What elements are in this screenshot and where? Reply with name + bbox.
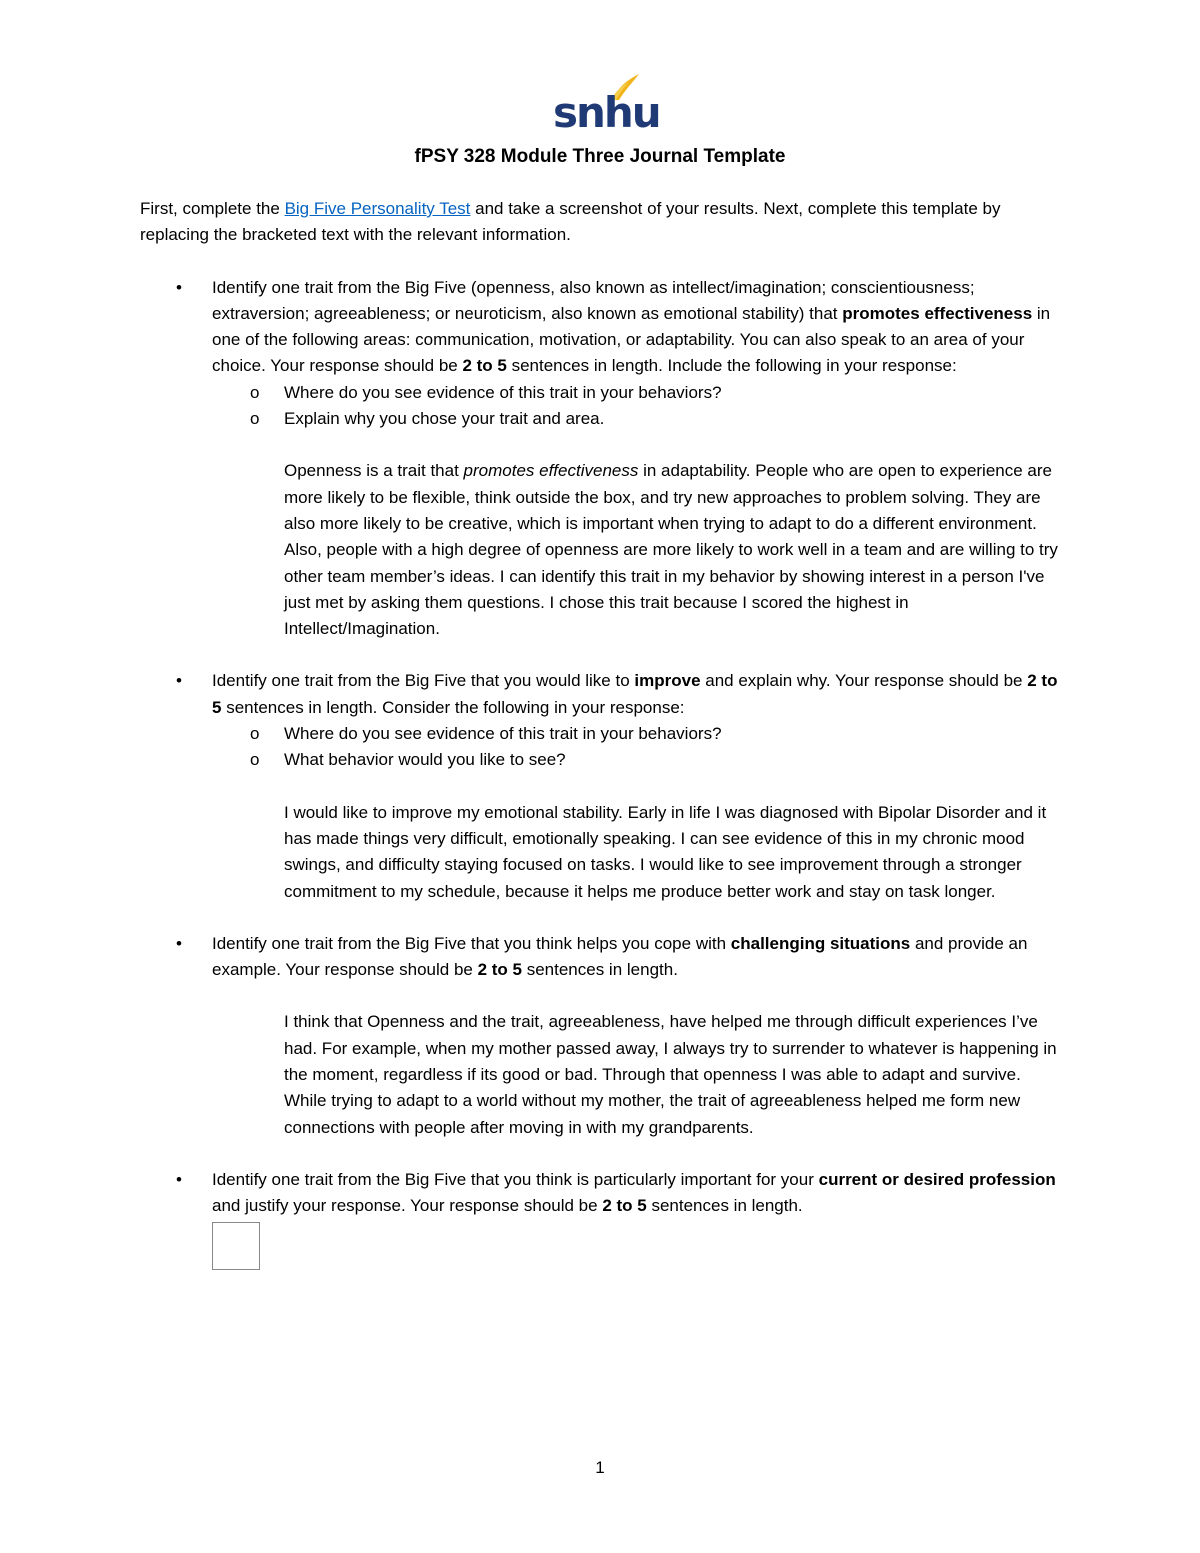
- snhu-logo: [553, 72, 660, 137]
- sub-item: [140, 406, 1060, 432]
- question-emphasis: 2 to 5: [477, 960, 522, 980]
- question-2: [140, 668, 1060, 721]
- question-text: sentences in length.: [521, 960, 678, 980]
- answer-2: I would like to improve my emotional stability. Early in life I was diagnosed with Bipolar Disorder and it has made things very difficult, emotionally speaking. I can see evidence of this in my chronic mood swings, and difficulty staying focused on tasks. I would like to see improvement through a stronger commitment to my schedule, because it helps me produce better work and stay on task longer.: [284, 802, 1047, 901]
- question-text: and provide an example. Your response should be: [212, 933, 1028, 980]
- answer-1: [140, 458, 1060, 642]
- question-emphasis: 2 to 5: [462, 356, 507, 376]
- question-emphasis: 2 to 5: [602, 1196, 647, 1216]
- question-text: and justify your response. Your response should be: [212, 1196, 603, 1216]
- question-3: [140, 931, 1060, 984]
- question-text: Identify one trait from the Big Five (openness, also known as intellect/imagination; conscientiousness; extraversion; agreeableness; or neuroticism, also known as emotional stability) that: [212, 277, 975, 323]
- intro-text-continued: and take a screenshot of your results. Next, complete this template by replacing the bracketed text with the relevant information.: [140, 199, 1001, 245]
- page-number: 1: [595, 1458, 605, 1477]
- intro-text: First, complete the: [140, 199, 285, 218]
- sub-item: [140, 747, 1060, 773]
- sub-bullet-icon: o: [250, 724, 260, 744]
- document-body: [140, 196, 1060, 1270]
- answer-emphasis: promotes effectiveness: [463, 461, 639, 481]
- question-text: in one of the following areas: communication, motivation, or adaptability. You can also speak to an area of your choice. Your response should be: [212, 303, 1051, 376]
- question-text: sentences in length.: [646, 1196, 803, 1216]
- sub-item: [140, 721, 1060, 747]
- sub-item: [140, 380, 1060, 406]
- sub-bullet-icon: o: [250, 750, 260, 770]
- logo-wordmark: snhu: [553, 88, 660, 137]
- sub-bullet-icon: o: [250, 409, 260, 429]
- question-text: Identify one trait from the Big Five that you think helps you cope with: [212, 933, 731, 953]
- question-emphasis: improve: [634, 671, 701, 691]
- question-4: [140, 1167, 1060, 1220]
- answer-input-box[interactable]: [212, 1222, 260, 1270]
- sub-item-text: Where do you see evidence of this trait in your behaviors?: [284, 724, 722, 744]
- answer-3: I think that Openness and the trait, agreeableness, have helped me through difficult experiences I’ve had. For example, when my mother passed away, I always try to surrender to whatever is happening in the moment, regardless if its good or bad. Through that openness I was able to adapt and survive. While trying to adapt to a world without my mother, the trait of agreeableness helped me form new connections with people after moving in with my grandparents.: [284, 1012, 1057, 1137]
- bullet-icon: •: [176, 671, 182, 691]
- sub-item-text: Where do you see evidence of this trait in your behaviors?: [284, 382, 722, 402]
- sub-item-text: Explain why you chose your trait and area.: [284, 409, 605, 429]
- question-emphasis: 2 to 5: [212, 671, 1058, 717]
- question-text: Identify one trait from the Big Five that you think is particularly important for your: [212, 1169, 819, 1189]
- big-five-test-link[interactable]: Big Five Personality Test: [284, 199, 471, 218]
- question-text: sentences in length. Include the following in your response:: [506, 356, 957, 376]
- question-text: sentences in length. Consider the following in your response:: [221, 697, 685, 717]
- bullet-icon: •: [176, 1169, 182, 1189]
- question-emphasis: challenging situations: [730, 933, 911, 953]
- answer-text: Openness is a trait that: [284, 461, 464, 481]
- intro-paragraph: [140, 196, 1060, 249]
- question-emphasis: promotes effectiveness: [842, 303, 1033, 323]
- question-emphasis: current or desired profession: [818, 1169, 1056, 1189]
- bullet-icon: •: [176, 933, 182, 953]
- sub-bullet-icon: o: [250, 382, 260, 402]
- answer-text: in adaptability. People who are open to experience are more likely to be flexible, think outside the box, and try new approaches to problem solving. They are also more likely to be creative, which is important when trying to adapt to do a different environment. Also, people with a high degree of openness are more likely to work well in a team and are willing to try other team member’s ideas. I can identify this trait in my behavior by showing interest in a person I've just met by asking them questions. I chose this trait because I scored the highest in Intellect/Imagination.: [284, 461, 1058, 639]
- question-text: Identify one trait from the Big Five that you would like to: [212, 671, 635, 691]
- question-1: [140, 275, 1060, 380]
- question-text: and explain why. Your response should be: [700, 671, 1028, 691]
- page-title: fPSY 328 Module Three Journal Template: [414, 146, 786, 167]
- sub-item-text: What behavior would you like to see?: [284, 750, 566, 770]
- bullet-icon: •: [176, 277, 182, 297]
